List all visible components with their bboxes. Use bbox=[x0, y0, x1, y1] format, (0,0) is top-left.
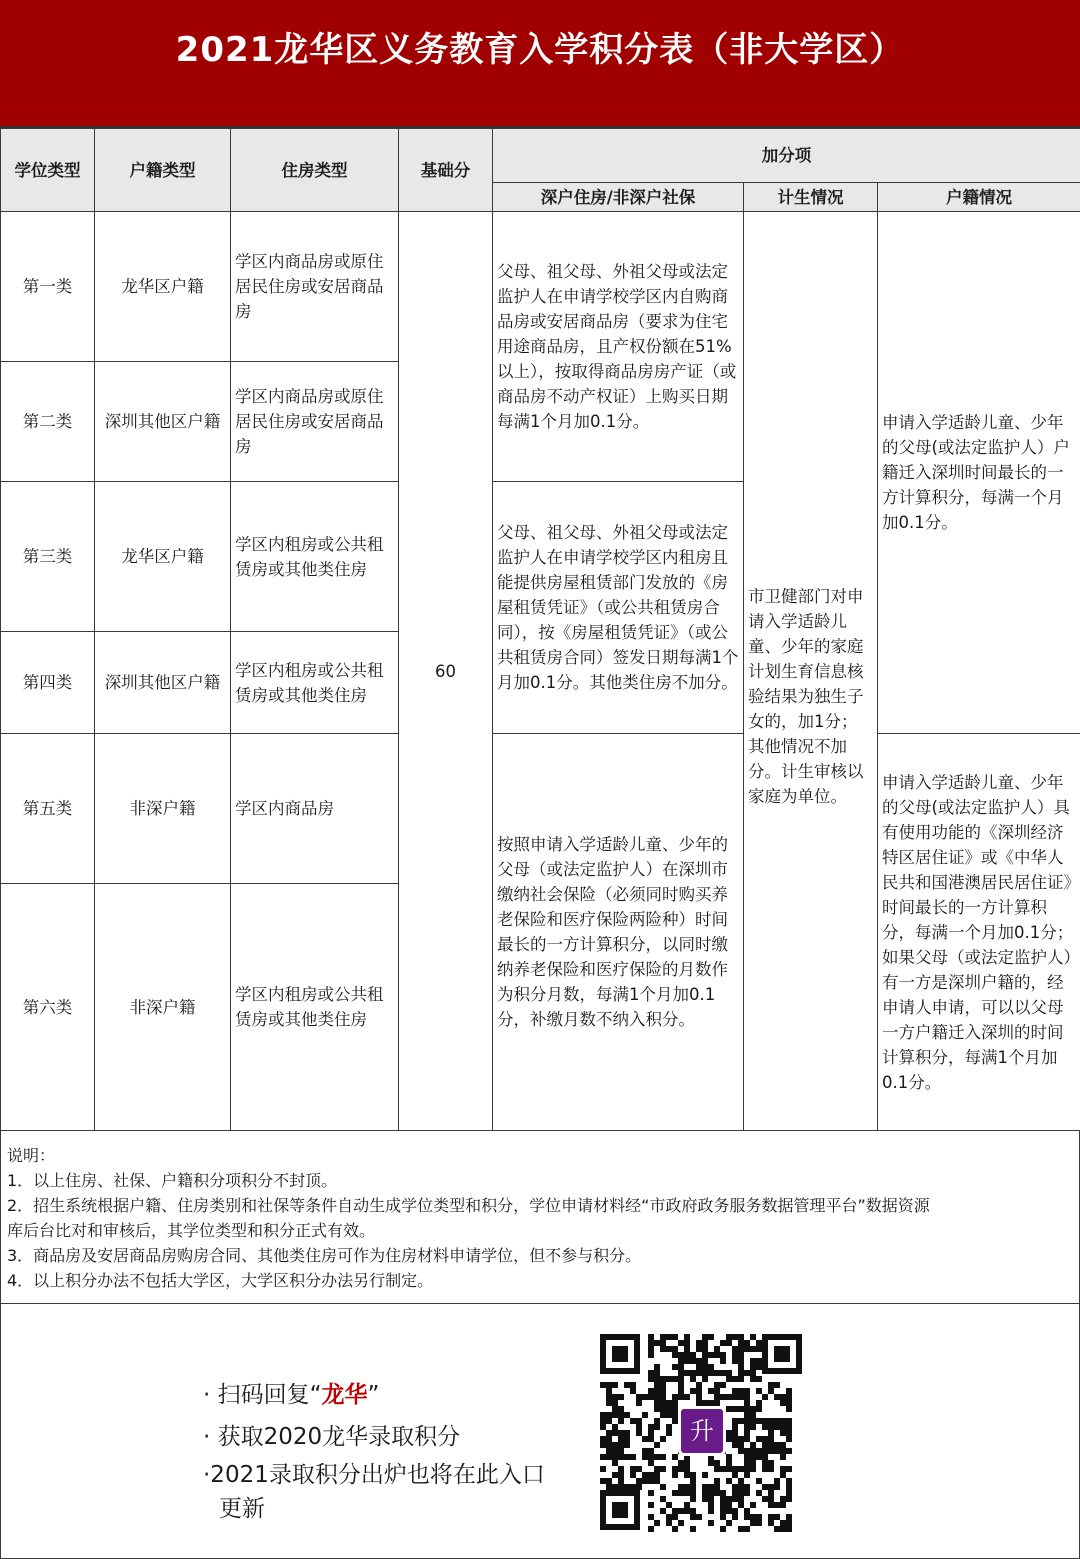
hukou-cell: 龙华区户籍 bbox=[95, 482, 231, 632]
hukou-cell: 深圳其他区户籍 bbox=[95, 632, 231, 734]
notes-section bbox=[0, 1131, 1080, 1304]
note-item: 库后台比对和审核后，其学位类型和积分正式有效。 bbox=[7, 1221, 376, 1240]
promo-line-4: 更新 bbox=[219, 1496, 265, 1522]
bonus-rented-housing: 父母、祖父母、外祖父母或法定监护人在申请学校学区内租房且能提供房屋租赁部门发放的《房屋租赁凭证》（或公共租赁房合同），按《房屋租赁凭证》（或公共租赁房合同）签发日期每满1个月加0.1分。其他类住房不加分。 bbox=[493, 482, 744, 734]
degree-cell: 第六类 bbox=[1, 884, 95, 1131]
housing-cell: 学区内租房或公共租赁房或其他类住房 bbox=[231, 632, 399, 734]
hukou-cell: 非深户籍 bbox=[95, 734, 231, 884]
note-item: 2．招生系统根据户籍、住房类别和社保等条件自动生成学位类型和积分，学位申请材料经“市政府政务服务数据管理平台”数据资源 bbox=[7, 1196, 930, 1215]
hukou-cell: 龙华区户籍 bbox=[95, 212, 231, 362]
promo-line-1 bbox=[203, 1376, 379, 1409]
degree-cell: 第四类 bbox=[1, 632, 95, 734]
notes-heading: 说明： bbox=[7, 1146, 56, 1165]
page-title: 2021龙华区义务教育入学积分表（非大学区） bbox=[175, 30, 905, 70]
promo-line-3: ·2021录取积分出炉也将在此入口 bbox=[203, 1462, 545, 1488]
bonus-social-insurance: 按照申请入学适龄儿童、少年的父母（或法定监护人）在深圳市缴纳社会保险（必须同时购买养老保险和医疗保险两险种）时间最长的一方计算积分，以同时缴纳养老保险和医疗保险的月数作为积分月数，每满1个月加0.1分，补缴月数不纳入积分。 bbox=[493, 734, 744, 1131]
bonus-family-planning: 市卫健部门对申请入学适龄儿童、少年的家庭计划生育信息核验结果为独生子女的，加1分；其他情况不加分。计生审核以家庭为单位。 bbox=[744, 212, 878, 1131]
header-hukou-type: 户籍类型 bbox=[95, 129, 231, 212]
base-score-cell: 60 bbox=[399, 212, 493, 1131]
title-banner bbox=[0, 0, 1080, 128]
header-bonus: 加分项 bbox=[493, 129, 1080, 183]
housing-cell: 学区内商品房或原住居民住房或安居商品房 bbox=[231, 362, 399, 482]
hukou-cell: 非深户籍 bbox=[95, 884, 231, 1131]
header-bonus-housing: 深户住房/非深户社保 bbox=[493, 183, 744, 212]
degree-cell: 第一类 bbox=[1, 212, 95, 362]
bonus-hukou-non-shenzhen: 申请入学适龄儿童、少年的父母(或法定监护人）具有使用功能的《深圳经济特区居住证》或《中华人民共和国港澳居民居住证》时间最长的一方计算积分，每满一个月加0.1分；如果父母（或法定监护人）有一方是深圳户籍的，经申请人申请，可以以父母一方户籍迁入深圳的时间计算积分，每满1个月加0.1分。 bbox=[878, 734, 1080, 1131]
note-item: 3．商品房及安居商品房购房合同、其他类住房可作为住房材料申请学位，但不参与积分。 bbox=[7, 1246, 642, 1265]
promo-line-1-suffix: ” bbox=[367, 1382, 380, 1408]
promo-line-2: · 获取2020龙华录取积分 bbox=[203, 1424, 461, 1450]
qr-logo-badge: 升 bbox=[678, 1406, 726, 1456]
bonus-owned-housing: 父母、祖父母、外祖父母或法定监护人在申请学校学区内自购商品房或安居商品房（要求为住宅用途商品房，且产权份额在51%以上），按取得商品房房产证（或商品房不动产权证）上购买日期每满1个月加0.1分。 bbox=[493, 212, 744, 482]
score-table bbox=[0, 128, 1080, 1131]
degree-cell: 第二类 bbox=[1, 362, 95, 482]
housing-cell: 学区内租房或公共租赁房或其他类住房 bbox=[231, 482, 399, 632]
header-bonus-family: 计生情况 bbox=[744, 183, 878, 212]
promo-keyword: 龙华 bbox=[321, 1382, 368, 1408]
table-row bbox=[1, 212, 1080, 362]
promo-footer bbox=[0, 1304, 1080, 1559]
header-housing-type: 住房类型 bbox=[231, 129, 399, 212]
table-row bbox=[1, 734, 1080, 884]
degree-cell: 第三类 bbox=[1, 482, 95, 632]
hukou-cell: 深圳其他区户籍 bbox=[95, 362, 231, 482]
housing-cell: 学区内商品房或原住居民住房或安居商品房 bbox=[231, 212, 399, 362]
promo-line-1-prefix: · 扫码回复“ bbox=[203, 1382, 322, 1408]
header-degree-type: 学位类型 bbox=[1, 129, 95, 212]
note-item: 4．以上积分办法不包括大学区，大学区积分办法另行制定。 bbox=[7, 1271, 434, 1290]
header-bonus-hukou: 户籍情况 bbox=[878, 183, 1080, 212]
housing-cell: 学区内租房或公共租赁房或其他类住房 bbox=[231, 884, 399, 1131]
note-item: 1．以上住房、社保、户籍积分项积分不封顶。 bbox=[7, 1171, 338, 1190]
bonus-hukou-shenzhen: 申请入学适龄儿童、少年的父母(或法定监护人）户籍迁入深圳时间最长的一方计算积分，每满一个月加0.1分。 bbox=[878, 212, 1080, 734]
housing-cell: 学区内商品房 bbox=[231, 734, 399, 884]
degree-cell: 第五类 bbox=[1, 734, 95, 884]
header-base-score: 基础分 bbox=[399, 129, 493, 212]
